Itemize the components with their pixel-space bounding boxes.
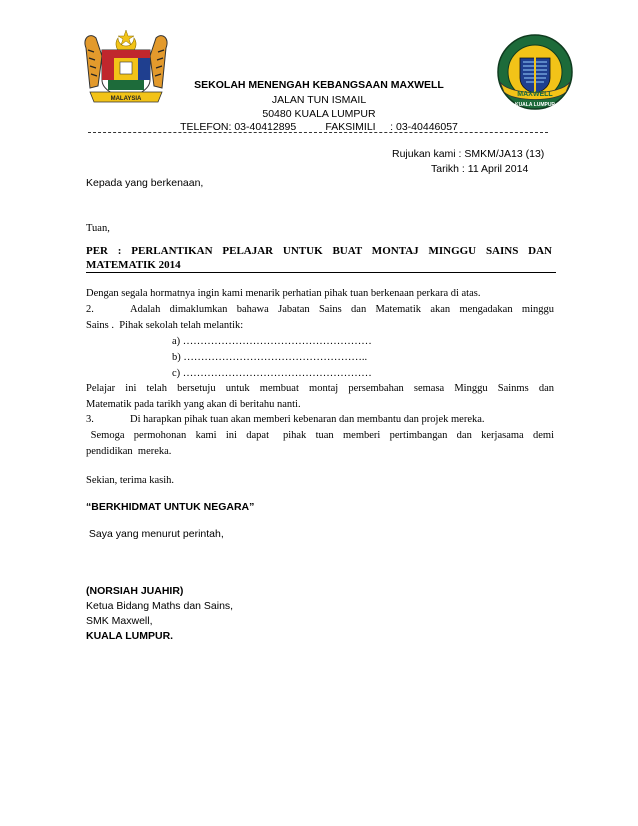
school-name: SEKOLAH MENENGAH KEBANGSAAN MAXWELL bbox=[194, 79, 444, 91]
motto: “BERKHIDMAT UNTUK NEGARA” bbox=[86, 501, 255, 513]
signatory-title: Ketua Bidang Maths dan Sains, bbox=[86, 600, 234, 612]
closing: Sekian, terima kasih. bbox=[86, 475, 175, 486]
crest-right-ribbon: MAXWELL bbox=[517, 91, 553, 98]
letterhead-divider bbox=[88, 132, 548, 133]
paragraph-2-line-1: Adalah dimaklumkan bahawa Jabatan Sains dan Matematik akan mengadakan minggu bbox=[130, 304, 554, 315]
paragraph-3-line-2: Matematik pada tarikh yang akan di beritahu nanti. bbox=[86, 399, 301, 410]
sign-off: Saya yang menurut perintah, bbox=[86, 528, 224, 540]
signatory-place: KUALA LUMPUR. bbox=[86, 630, 174, 642]
list-item: b) …………………………………………….. bbox=[172, 352, 368, 363]
crest-left-text: MALAYSIA bbox=[110, 96, 142, 102]
list-item: a) ……………………………………………… bbox=[172, 336, 372, 347]
list-item: c) ……………………………………………… bbox=[172, 368, 372, 379]
paragraph-1: Dengan segala hormatnya ingin kami menarik perhatian pihak tuan berkenaan perkara di atas. bbox=[86, 288, 481, 299]
school-city: 50480 KUALA LUMPUR bbox=[262, 108, 376, 120]
signatory-name: (NORSIAH JUAHIR) bbox=[86, 585, 184, 597]
paragraph-4-number: 3. bbox=[86, 414, 94, 425]
reference-number: Rujukan kami : SMKM/JA13 (13) bbox=[392, 148, 545, 160]
paragraph-3-line-1: Pelajar ini telah bersetuju untuk membuat montaj persembahan semasa Minggu Sainms dan bbox=[86, 383, 554, 394]
paragraph-2-line-2: Sains . Pihak sekolah telah melantik: bbox=[86, 320, 244, 331]
paragraph-5-line-2: pendidikan mereka. bbox=[86, 446, 172, 457]
subject-line-2: MATEMATIK 2014 bbox=[86, 259, 181, 271]
paragraph-4: Di harapkan pihak tuan akan memberi kebenaran dan membantu dan projek mereka. bbox=[130, 414, 485, 425]
subject-line-1: PER : PERLANTIKAN PELAJAR UNTUK BUAT MONTAJ MINGGU SAINS DAN bbox=[86, 245, 552, 257]
salutation: Tuan, bbox=[86, 223, 110, 234]
recipient: Kepada yang berkenaan, bbox=[86, 177, 204, 189]
letter-date: Tarikh : 11 April 2014 bbox=[431, 163, 529, 175]
paragraph-5-line-1: Semoga permohonan kami ini dapat pihak tuan memberi pertimbangan dan kerjasama demi bbox=[86, 430, 554, 441]
signatory-school: SMK Maxwell, bbox=[86, 615, 153, 627]
school-street: JALAN TUN ISMAIL bbox=[271, 94, 367, 106]
school-contact: TELEFON: 03-40412895 FAKSIMILI : 03-40446057 bbox=[180, 121, 458, 133]
subject-underline bbox=[86, 272, 556, 273]
paragraph-2-number: 2. bbox=[86, 304, 94, 315]
crest-right-bottom: KUALA LUMPUR bbox=[514, 102, 556, 108]
